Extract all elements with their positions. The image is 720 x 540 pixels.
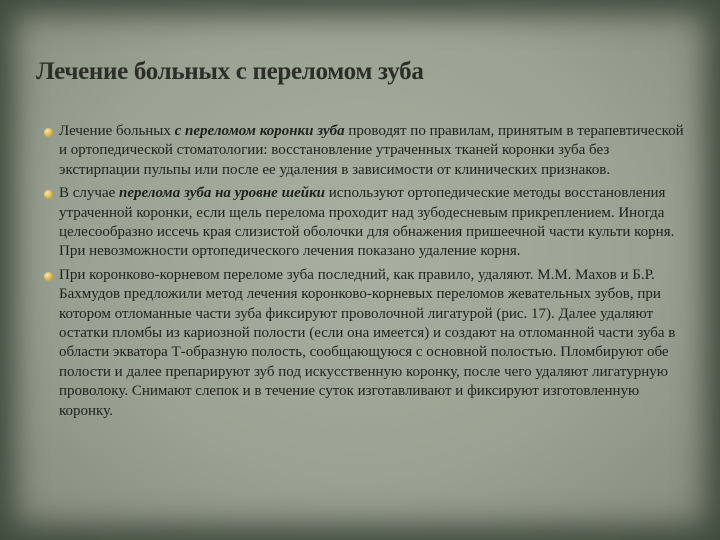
paragraph-emphasis: с переломом коронки зуба bbox=[174, 123, 345, 139]
bullet-paragraph-2 bbox=[44, 184, 684, 262]
bullet-icon bbox=[44, 272, 53, 281]
bullet-icon bbox=[44, 128, 53, 137]
paragraph-text: В случае bbox=[59, 185, 120, 202]
paragraph-text: Лечение больных bbox=[59, 123, 175, 139]
paragraph-text: проводят по правилам, принятым в терапевтической и ортопедической стоматологии: восстановление утраченных тканей коронки зуба без экстирпации пульпы или после ее удаления в зависимости от клинических признаков. bbox=[59, 123, 684, 178]
slide-title: Лечение больных с переломом зуба bbox=[36, 58, 424, 85]
bullet-icon bbox=[44, 190, 53, 199]
paragraph-text: При коронково-корневом переломе зуба последний, как правило, удаляют. М.М. Махов и Б.Р. Бахмудов предложили метод лечения коронково-корневых переломов жевательных зубов, при котором отломанные части зуба фиксируют проволочной лигатурой (рис. 17). Далее удаляют остатки пломбы из кариозной полости (если она имеется) и создают на отломанной части зуба в области экватора Т-образную полость, сообщающуюся с основной полостью. Пломбируют обе полости и далее препарируют зуб под искусственную коронку, после чего удаляют лигатурную проволоку. Снимают слепок и в течение суток изготавливают и фиксируют изготовленную коронку. bbox=[59, 266, 676, 419]
slide-body bbox=[44, 122, 684, 425]
bullet-paragraph-1 bbox=[44, 122, 684, 180]
paragraph-emphasis: перелома зуба на уровне шейки bbox=[119, 185, 326, 202]
bullet-paragraph-3 bbox=[44, 266, 684, 421]
paragraph-text: используют ортопедические методы восстановления утраченной коронки, если щель перелома проходит над зубодесневым прикреплением. Иногда целесообразно иссечь края слизистой оболочки для обнажения пришеечной части культи корня. При невозможности ортопедического лечения показано удаление корня. bbox=[59, 185, 675, 260]
